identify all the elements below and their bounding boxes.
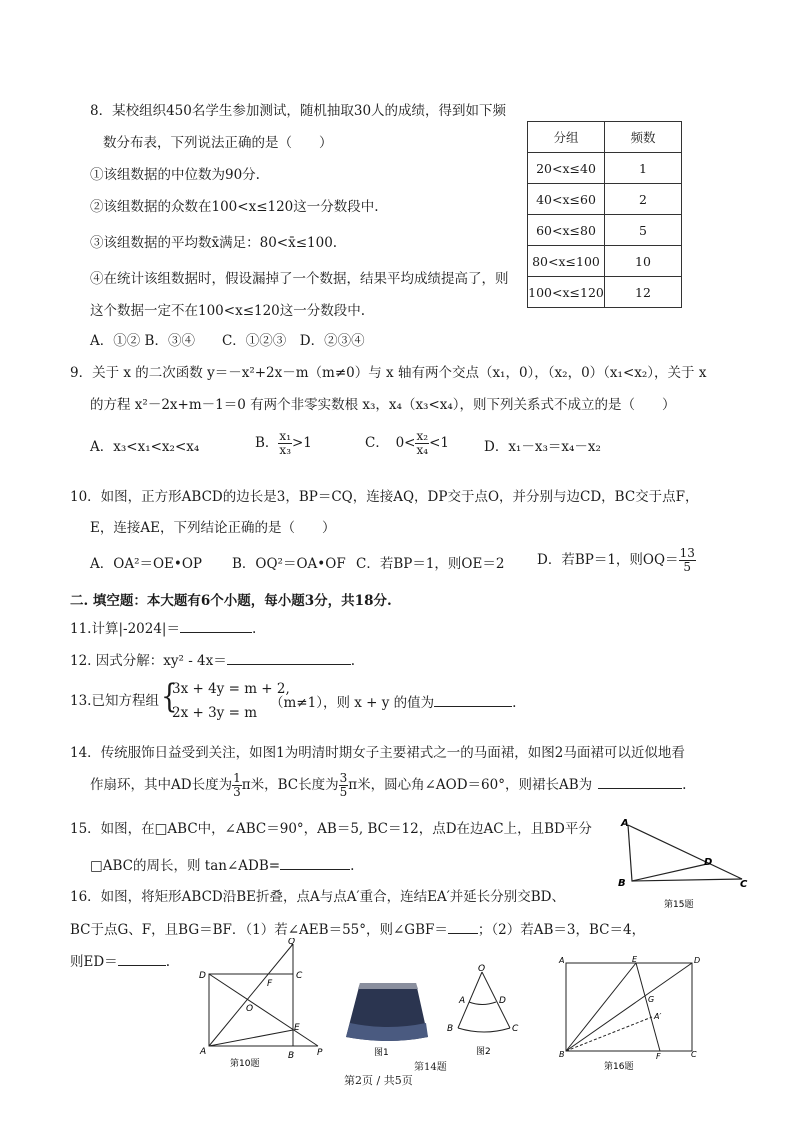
fig15-label-b: B bbox=[618, 878, 626, 889]
answer-blank[interactable] bbox=[598, 774, 682, 789]
table-row bbox=[528, 246, 682, 277]
answer-blank[interactable] bbox=[227, 650, 351, 665]
fraction bbox=[415, 430, 429, 457]
q9-line2: 的方程 x²－2x+m－1＝0 有两个非零实数根 x₃，x₄（x₃<x₄），则下列关系式不成立的是（ ） bbox=[90, 397, 676, 413]
q8-statement-4b: 这个数据一定不在100<x≤120这一分数段中. bbox=[90, 303, 366, 319]
q13 bbox=[70, 692, 159, 710]
fig14-label-c: C bbox=[512, 1024, 519, 1034]
answer-blank[interactable] bbox=[434, 692, 512, 707]
q9-option-c-rel: <1 bbox=[429, 435, 449, 451]
table-row bbox=[528, 277, 682, 308]
table-row bbox=[528, 215, 682, 246]
q13-cond-text: （m≠1），则 x + y 的值为 bbox=[270, 695, 435, 711]
fig10-label-b: B bbox=[288, 1051, 295, 1061]
figure-14-skirt bbox=[338, 975, 438, 1063]
answer-blank[interactable] bbox=[180, 618, 252, 633]
fig10-label-c: C bbox=[296, 971, 303, 981]
table-cell: 2 bbox=[605, 184, 682, 215]
fig10-label-q: Q bbox=[288, 938, 296, 947]
figure-16 bbox=[556, 955, 712, 1075]
fig10-label-o: O bbox=[246, 1004, 254, 1014]
fraction bbox=[679, 547, 696, 574]
q16-text-a: BC于点G、F，且BG＝BF．（1）若∠AEB＝55°，则∠GBF＝ bbox=[70, 922, 448, 938]
frequency-table bbox=[527, 121, 682, 308]
numerator: 13 bbox=[679, 546, 695, 560]
table-cell: 5 bbox=[605, 215, 682, 246]
table-cell: 12 bbox=[605, 277, 682, 308]
q9-option-d: D．x₁－x₃＝x₄－x₂ bbox=[484, 439, 601, 455]
q16-text-c: 则ED＝ bbox=[70, 954, 118, 970]
fig15-label-a: A bbox=[621, 818, 629, 829]
fraction bbox=[339, 772, 349, 799]
q9-option-b bbox=[255, 430, 312, 457]
skirt-waistband-icon bbox=[358, 983, 418, 989]
q9-line1: 9．关于 x 的二次函数 y＝－x²+2x－m（m≠0）与 x 轴有两个交点（x₁，0），（x₂，0）（x₁<x₂），关于 x bbox=[70, 365, 707, 381]
fig10-label-p: P bbox=[317, 1048, 323, 1058]
q8-statement-4a: ④在统计该组数据时，假设漏掉了一个数据，结果平均成绩提高了，则 bbox=[90, 271, 509, 287]
page-footer: 第2页 / 共5页 bbox=[344, 1074, 413, 1087]
fig16-label-b: B bbox=[559, 1050, 565, 1059]
q14-text-b: π米，BC长度为 bbox=[241, 777, 339, 793]
table-cell: 20<x≤40 bbox=[528, 153, 605, 184]
fig10-label-d: D bbox=[199, 971, 206, 981]
section-heading: 二. 填空题：本大题有6个小题，每小题3分，共18分. bbox=[70, 593, 392, 609]
denominator: x₄ bbox=[416, 443, 429, 457]
fig10-label-a: A bbox=[200, 1047, 207, 1057]
fig14-caption: 第14题 bbox=[414, 1062, 447, 1073]
fig14-img1-label: 图1 bbox=[374, 1048, 389, 1058]
q16-text-b: ；（2）若AB＝3，BC＝4， bbox=[477, 922, 646, 938]
q12: 12. 因式分解：xy² - 4x＝ . bbox=[70, 650, 355, 670]
numerator: 1 bbox=[233, 771, 241, 785]
denominator: 3 bbox=[233, 785, 241, 799]
q14-line1: 14．传统服饰日益受到关注，如图1为明清时期女子主要裙式之一的马面裙，如图2马面裙可以近似地看 bbox=[70, 745, 685, 761]
q10-option-d-label: D．若BP＝1，则OQ＝ bbox=[537, 552, 679, 568]
q14-text-c: π米，圆心角∠AOD＝60°，则裙长AB为 bbox=[348, 777, 593, 793]
answer-blank[interactable] bbox=[448, 919, 478, 934]
q14-text-a: 作扇环，其中AD长度为 bbox=[90, 777, 233, 793]
q13-condition: （m≠1），则 x + y 的值为 . bbox=[270, 692, 516, 712]
fig15-caption: 第15题 bbox=[664, 900, 694, 910]
fig14-label-a: A bbox=[459, 996, 466, 1006]
q9-option-c bbox=[365, 430, 449, 457]
table-cell: 100<x≤120 bbox=[528, 277, 605, 308]
q11: 11.计算|-2024|＝ . bbox=[70, 618, 256, 638]
numerator: x₁ bbox=[279, 429, 291, 443]
denominator: x₃ bbox=[279, 443, 291, 457]
q13-equation-2: 2x + 3y = m bbox=[172, 705, 258, 721]
table-row bbox=[528, 153, 682, 184]
fig15-label-c: C bbox=[740, 879, 748, 890]
q10-option-b: B．OQ²＝OA•OF bbox=[232, 556, 346, 572]
q10-line2: E，连接AE，下列结论正确的是（ ） bbox=[90, 520, 336, 536]
fig16-label-f: F bbox=[656, 1052, 661, 1061]
fig10-caption: 第10题 bbox=[230, 1059, 260, 1069]
table-cell: 1 bbox=[605, 153, 682, 184]
fig10-label-e: E bbox=[294, 1023, 300, 1033]
q16-line2 bbox=[70, 919, 645, 939]
q12-text: 12. 因式分解：xy² - 4x＝ bbox=[70, 653, 227, 669]
table-cell: 10 bbox=[605, 246, 682, 277]
q9-option-b-label: B． bbox=[255, 435, 279, 451]
q15-text: □ABC的周长，则 tan∠ADB= bbox=[90, 858, 281, 874]
q8-stem-line1: 8．某校组织450名学生参加测试，随机抽取30人的成绩，得到如下频 bbox=[90, 103, 507, 119]
fig10-label-f: F bbox=[267, 979, 273, 989]
q15-line1: 15．如图，在□ABC中，∠ABC＝90°，AB＝5, BC＝12，点D在边AC上，且BD平分 bbox=[70, 821, 592, 837]
fig16-label-a: A bbox=[559, 956, 565, 965]
table-row bbox=[528, 184, 682, 215]
fig14-label-o: O bbox=[478, 964, 486, 974]
q15-line2: □ABC的周长，则 tan∠ADB= . bbox=[90, 855, 354, 875]
q10-option-d bbox=[537, 547, 696, 574]
q14-line2: 作扇环，其中AD长度为 $\frac{1}{3}$ π米，BC长度为 $\frac{3}{5}$ π米，圆心角∠AOD＝60°，则裙长AB为 . bbox=[90, 771, 687, 799]
denominator: 5 bbox=[683, 560, 692, 574]
fig16-caption: 第16题 bbox=[604, 1062, 634, 1072]
figure-15 bbox=[612, 815, 760, 911]
fig16-label-a-prime: A′ bbox=[654, 1012, 662, 1021]
q11-text: 11.计算|-2024|＝ bbox=[70, 621, 180, 637]
table-header-frequency: 频数 bbox=[605, 122, 682, 153]
table-cell: 40<x≤60 bbox=[528, 184, 605, 215]
numerator: x₂ bbox=[416, 429, 429, 443]
q10-line1: 10．如图，正方形ABCD的边长是3，BP＝CQ，连接AQ，DP交于点O，并分别与边CD，BC交于点F， bbox=[70, 489, 699, 505]
fraction bbox=[278, 430, 292, 457]
q13-equation-1: 3x + 4y = m + 2, bbox=[172, 681, 290, 697]
fig16-label-g: G bbox=[648, 995, 655, 1004]
q8-stem-line2: 数分布表，下列说法正确的是（ ） bbox=[103, 135, 333, 151]
answer-blank[interactable] bbox=[280, 855, 350, 870]
fig16-label-e: E bbox=[632, 955, 638, 964]
fig16-label-c: C bbox=[691, 1050, 697, 1059]
fig14-img2-label: 图2 bbox=[476, 1047, 491, 1057]
fig14-label-b: B bbox=[447, 1024, 454, 1034]
q9-option-c-label: C． 0< bbox=[365, 435, 416, 451]
table-header-group: 分组 bbox=[528, 122, 605, 153]
q9-option-a: A．x₃<x₁<x₂<x₄ bbox=[90, 439, 200, 455]
fig15-label-d: D bbox=[704, 857, 713, 868]
figure-10 bbox=[196, 938, 334, 1072]
fig16-label-d: D bbox=[694, 956, 701, 965]
brace-icon: { bbox=[161, 678, 178, 716]
q10-option-c: C．若BP＝1，则OE＝2 bbox=[356, 556, 505, 572]
numerator: 3 bbox=[339, 771, 348, 785]
table-row bbox=[528, 122, 682, 153]
q13-text: 13.已知方程组 bbox=[70, 693, 159, 709]
fraction bbox=[232, 772, 242, 799]
table-cell: 80<x≤100 bbox=[528, 246, 605, 277]
q16-line3: 则ED＝ . bbox=[70, 951, 170, 971]
q8-statement-3: ③该组数据的平均数x̄满足：80<x̄≤100. bbox=[90, 235, 338, 251]
q10-option-a: A．OA²＝OE•OP bbox=[90, 556, 203, 572]
answer-blank[interactable] bbox=[118, 951, 166, 966]
table-cell: 60<x≤80 bbox=[528, 215, 605, 246]
denominator: 5 bbox=[339, 785, 348, 799]
q8-statement-1: ①该组数据的中位数为90分. bbox=[90, 167, 260, 183]
q16-line1: 16．如图，将矩形ABCD沿BE折叠，点A与点A′重合，连结EA′并延长分别交BD、 bbox=[70, 889, 566, 905]
q9-option-b-rel: >1 bbox=[292, 435, 312, 451]
figure-14-sector bbox=[444, 962, 524, 1066]
fig14-label-d: D bbox=[499, 996, 506, 1006]
q8-options: A．①② B．③④ C．①②③ D．②③④ bbox=[90, 333, 365, 349]
q8-statement-2: ②该组数据的众数在100<x≤120这一分数段中. bbox=[90, 199, 379, 215]
